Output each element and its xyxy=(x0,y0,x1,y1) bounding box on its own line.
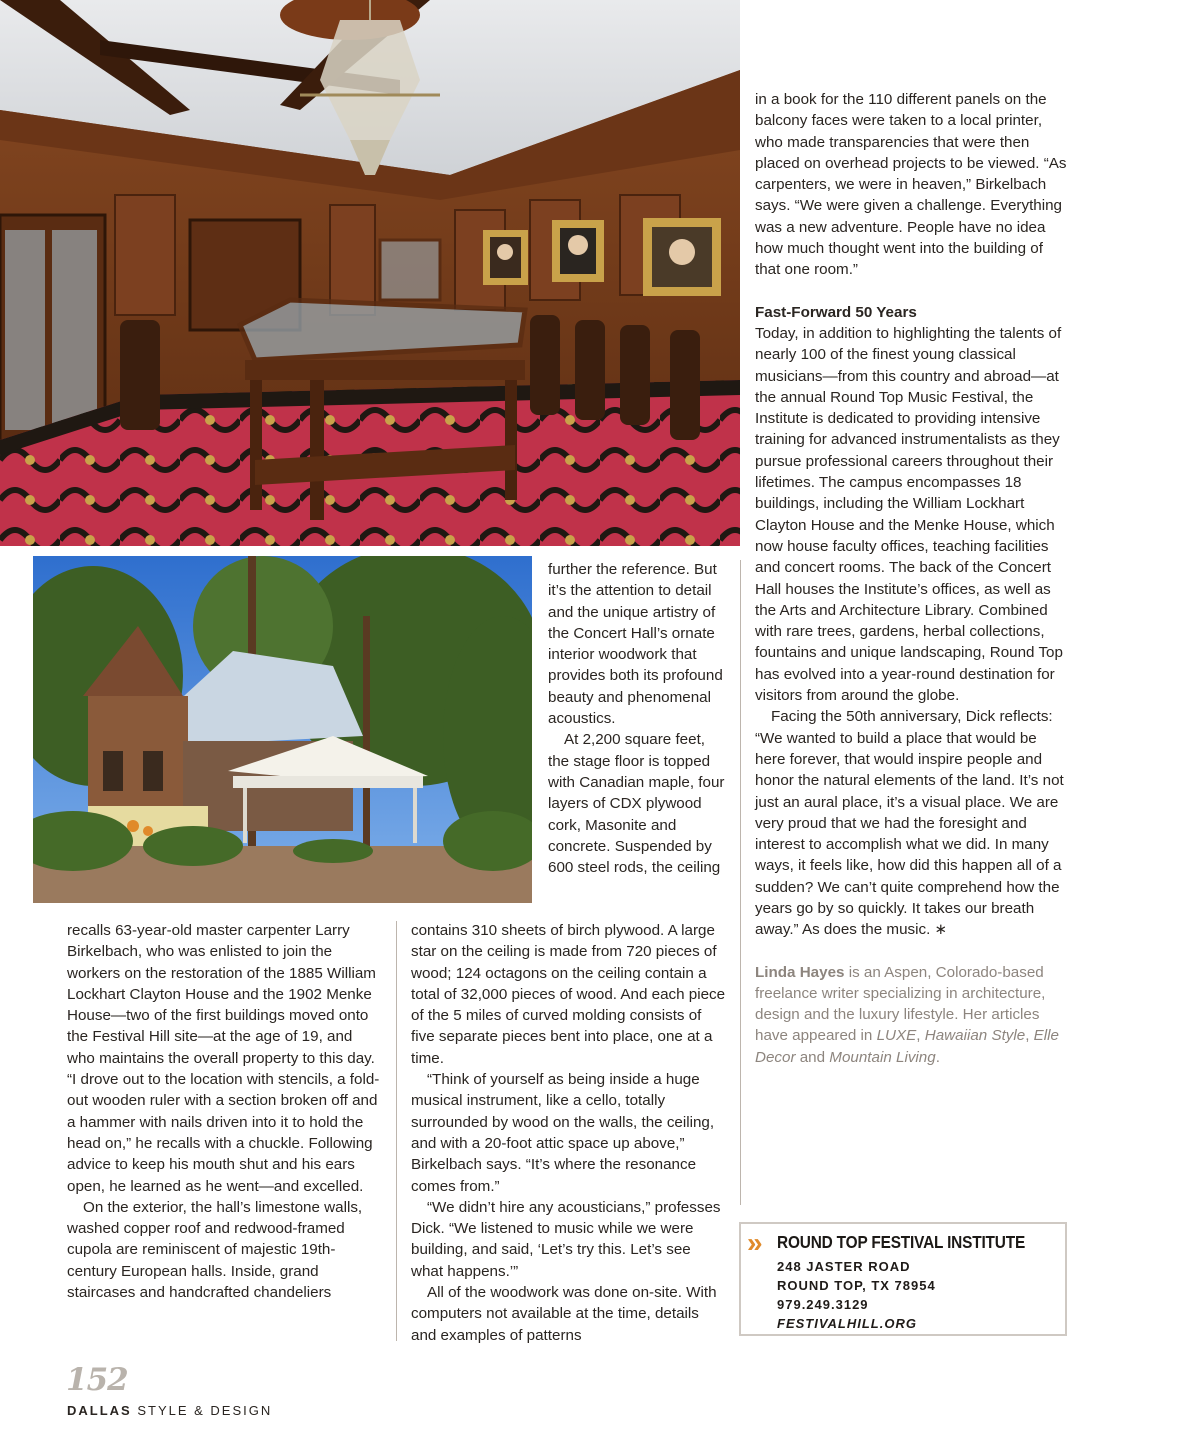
house-illustration xyxy=(33,556,532,903)
article-column-2-bottom xyxy=(411,920,727,1346)
article-column-1 xyxy=(67,920,383,1303)
magazine-name-bold: DALLAS xyxy=(67,1403,132,1418)
page-number: 152 xyxy=(66,1362,128,1398)
column-divider xyxy=(396,921,397,1341)
magazine-name xyxy=(67,1403,272,1418)
article-column-3 xyxy=(755,89,1070,1068)
paragraph: All of the woodwork was done on-site. With computers not available at the time, details and examples of patterns xyxy=(411,1284,717,1344)
venue-city: ROUND TOP, TX 78954 xyxy=(777,1278,936,1293)
paragraph: On the exterior, the hall’s limestone walls, washed copper roof and redwood-framed cupola are reminiscent of majestic 19th-century European halls. Inside, grand staircases and handcrafted chandeliers xyxy=(67,1198,363,1302)
magazine-name-rest: STYLE & DESIGN xyxy=(131,1403,273,1418)
paragraph: recalls 63-year-old master carpenter Larry Birkelbach, who was enlisted to join the workers on the restoration of the 1885 William Lockhart Clayton House and the 1902 Menke House—two of the first buildings moved onto the Festival Hill site—at the age of 19, and who maintains the overall property to this day. “I drove out to the location with stencils, a fold-out wooden ruler with a section broken off and a hammer with nails driven into it to hold the head on,” he recalls with a chuckle. Following advice to keep his mouth shut and his ears open, he learned as he went—and excelled. xyxy=(67,922,380,1195)
concert-hall-interior-photo xyxy=(0,0,740,546)
column-divider xyxy=(740,560,741,1205)
paragraph: “We didn’t hire any acousticians,” professes Dick. “We listened to music while we were building, and said, ‘Let’s try this. Let’s see what happens.’” xyxy=(411,1198,721,1280)
separator: , xyxy=(1025,1027,1034,1045)
bio-text: is an Aspen, Colorado-based freelance writer specializing in architecture, design and the luxury lifestyle. Her articles have appeared in xyxy=(755,963,1046,1045)
paragraph: in a book for the 110 different panels on the balcony faces were taken to a local printer, who made transparencies that were then placed on overhead projects to be viewed. “As carpenters, we were in heaven,” Birkelbach says. “We were given a challenge. Everything was a new adventure. People have no idea how much thought went into the building of that one room.” xyxy=(755,91,1067,279)
paragraph: “Think of yourself as being inside a huge musical instrument, like a cello, totally surrounded by wood on the walls, the ceiling, and with a 20-foot attic space up above,” Birkelbach says. “It’s where the resonance comes from.” xyxy=(411,1071,715,1195)
interior-illustration xyxy=(0,0,740,546)
publication-name: LUXE xyxy=(876,1027,917,1045)
separator: , xyxy=(916,1027,925,1045)
venue-phone: 979.249.3129 xyxy=(777,1297,869,1312)
venue-website-link[interactable]: FESTIVALHILL.ORG xyxy=(777,1316,917,1331)
venue-name: ROUND TOP FESTIVAL INSTITUTE xyxy=(777,1232,1026,1252)
venue-address: 248 JASTER ROAD xyxy=(777,1259,911,1274)
paragraph: contains 310 sheets of birch plywood. A large star on the ceiling is made from 720 pieces of wood; 124 octagons on the ceiling contain a total of 32,000 pieces of wood. And each piece of the 5 miles of curved molding consists of five separate pieces bent into place, one at a time. xyxy=(411,922,726,1067)
venue-info-box xyxy=(739,1222,1067,1336)
paragraph: At 2,200 square feet, the stage floor is topped with Canadian maple, four layers of CDX plywood cork, Masonite and concrete. Suspended by 600 steel rods, the ceiling xyxy=(548,731,725,877)
publication-name: Mountain Living xyxy=(829,1048,936,1066)
separator: and xyxy=(795,1048,830,1066)
paragraph: further the reference. But it’s the attention to detail and the unique artistry of the Concert Hall’s ornate interior woodwork that provides both its profound beauty and phenomenal acoustics. xyxy=(548,561,723,728)
author-bio xyxy=(755,962,1070,1068)
menke-house-photo xyxy=(33,556,532,903)
section-heading: Fast-Forward 50 Years xyxy=(755,303,917,321)
publication-name: Elle Decor xyxy=(755,1027,1059,1066)
paragraph: Facing the 50th anniversary, Dick reflects: “We wanted to build a place that would be here forever, that would inspire people and honor the natural elements of the land. It’s not just an aural place, it’s a visual place. We are very proud that we had the foresight and interest to accomplish what we did. In many ways, it feels like, how did this happen all of a sudden? We can’t quite comprehend how the years go by so quickly. It takes our breath away.” As does the music. ∗ xyxy=(755,708,1064,939)
publication-name: Hawaiian Style xyxy=(924,1027,1026,1045)
chevron-right-icon: » xyxy=(747,1227,763,1258)
author-name: Linda Hayes xyxy=(755,963,845,981)
bio-end: . xyxy=(935,1048,940,1066)
paragraph: Today, in addition to highlighting the talents of nearly 100 of the finest young classical musicians—from this country and abroad—at the annual Round Top Music Festival, the Institute is dedicated to providing intensive training for advanced instrumentalists as they pursue professional careers throughout their lifetimes. The campus encompasses 18 buildings, including the William Lockhart Clayton House and the Menke House, which now house faculty offices, teaching facilities and concert rooms. The back of the Concert Hall houses the Institute’s offices, as well as the Arts and Architecture Library. Combined with rare trees, gardens, herbal collections, fountains and unique landscaping, Round Top has evolved into a year-round destination for visitors from around the globe. xyxy=(755,324,1063,705)
article-column-2-top xyxy=(548,559,726,878)
